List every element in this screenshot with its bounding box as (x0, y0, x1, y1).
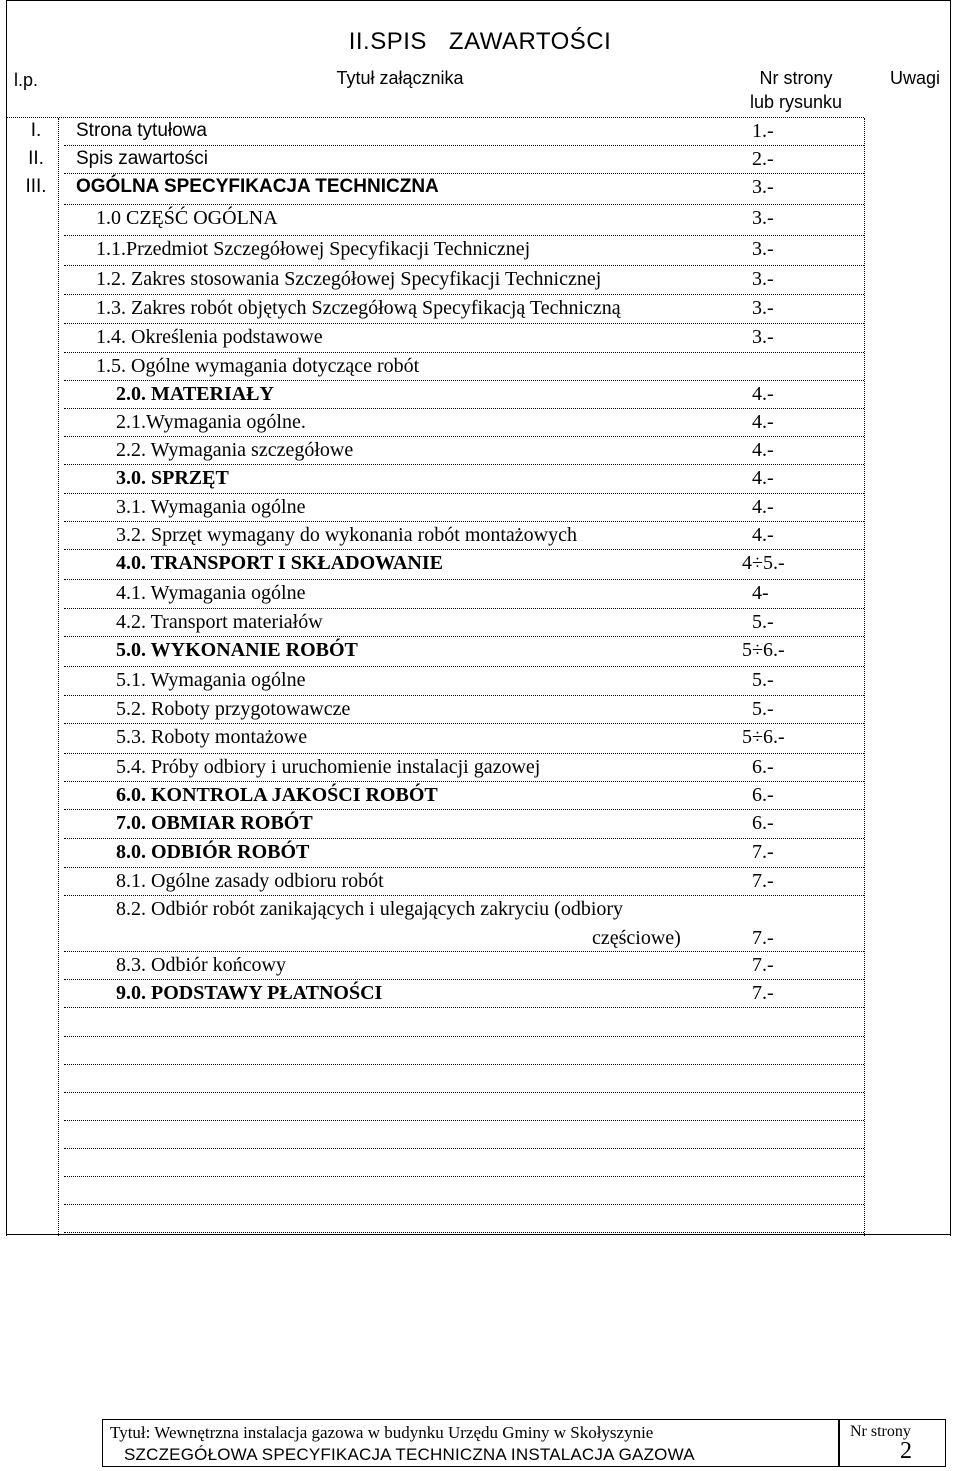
row-title: 9.0. PODSTAWY PŁATNOŚCI (116, 982, 383, 1004)
empty-row-separator (64, 1036, 864, 1037)
row-title: 2.1.Wymagania ogólne. (116, 411, 306, 433)
row-page: 5÷6.- (742, 726, 785, 748)
table-row (0, 754, 960, 782)
row-title: 5.1. Wymagania ogólne (116, 669, 306, 691)
table-row (0, 839, 960, 867)
table-row (0, 409, 960, 437)
row-page: 4.- (752, 524, 774, 546)
row-title: 4.2. Transport materiałów (116, 611, 323, 633)
row-title: 7.0. OBMIAR ROBÓT (116, 812, 313, 834)
row-page: 2.- (752, 148, 774, 170)
row-title: 8.0. ODBIÓR ROBÓT (116, 841, 310, 863)
row-title: 1.3. Zakres robót objętych Szczegółową Specyfikacją Techniczną (96, 297, 621, 319)
row-title: 4.0. TRANSPORT I SKŁADOWANIE (116, 552, 443, 574)
row-title: częściowe) (592, 927, 681, 949)
page-footer (102, 1419, 948, 1467)
table-row (0, 550, 960, 578)
header-notes: Uwagi (889, 68, 941, 88)
empty-row-separator (64, 1064, 864, 1065)
row-title: 5.2. Roboty przygotowawcze (116, 698, 351, 720)
row-title: 2.2. Wymagania szczegółowe (116, 439, 354, 461)
row-page: 5.- (752, 669, 774, 691)
row-page: 5.- (752, 698, 774, 720)
table-row (0, 810, 960, 838)
row-title: 1.2. Zakres stosowania Szczegółowej Specyfikacji Technicznej (96, 268, 602, 290)
table-row (0, 667, 960, 695)
title-main: ZAWARTOŚCI (448, 28, 612, 55)
row-page: 3.- (752, 326, 774, 348)
header-separator (6, 117, 864, 118)
row-page: 4÷5.- (742, 552, 785, 574)
row-lp: II. (28, 148, 44, 169)
row-title: 5.4. Próby odbiory i uruchomienie instalacji gazowej (116, 756, 541, 778)
empty-row-separator (64, 1120, 864, 1121)
row-title: 1.5. Ogólne wymagania dotyczące robót (96, 355, 420, 377)
row-title: OGÓLNA SPECYFIKACJA TECHNICZNA (76, 176, 439, 197)
empty-row-separator (64, 1176, 864, 1177)
row-title: 5.0. WYKONANIE ROBÓT (116, 639, 358, 661)
header-lp: l.p. (14, 70, 39, 90)
row-separator (64, 1007, 864, 1008)
row-page: 5÷6.- (742, 639, 785, 661)
table-row (0, 724, 960, 752)
table-row (0, 494, 960, 522)
row-title: 3.0. SPRZĘT (116, 467, 229, 489)
table-row (0, 146, 960, 174)
table-row (0, 522, 960, 550)
empty-row-separator (64, 1232, 864, 1233)
table-row (0, 868, 960, 896)
table-row (0, 696, 960, 724)
table-row (0, 925, 960, 953)
table-row (0, 205, 960, 233)
row-page: 3.- (752, 238, 774, 260)
footer-page-label: Nr strony (850, 1423, 911, 1440)
empty-row-separator (64, 1148, 864, 1149)
row-lp: III. (25, 176, 47, 197)
frame-bottom-border (6, 1234, 951, 1235)
row-page: 3.- (752, 207, 774, 229)
row-page: 6.- (752, 784, 774, 806)
row-title: Spis zawartości (76, 148, 208, 169)
row-page: 7.- (752, 841, 774, 863)
row-page: 7.- (752, 982, 774, 1004)
frame-top-border (6, 0, 951, 1)
row-page: 4- (752, 582, 769, 604)
footer-title-line1: Tytuł: Wewnętrzna instalacja gazowa w budynku Urzędu Gminy w Skołyszynie (110, 1423, 654, 1442)
table-row (0, 896, 960, 924)
row-title: 6.0. KONTROLA JAKOŚCI ROBÓT (116, 784, 438, 806)
row-lp: I. (30, 120, 42, 141)
table-row (0, 952, 960, 980)
table-row (0, 324, 960, 352)
row-title: 8.2. Odbiór robót zanikających i ulegających zakryciu (odbiory (116, 898, 624, 920)
footer-page-number: 2 (900, 1438, 912, 1464)
table-row (0, 437, 960, 465)
row-page: 7.- (752, 870, 774, 892)
row-page: 5.- (752, 611, 774, 633)
row-page: 4.- (752, 439, 774, 461)
header-page-line2: lub rysunku (749, 92, 843, 112)
header-title: Tytuł załącznika (336, 68, 464, 88)
row-page: 4.- (752, 411, 774, 433)
row-page: 3.- (752, 176, 774, 198)
table-row (0, 580, 960, 608)
table-row (0, 637, 960, 665)
empty-row-separator (64, 1204, 864, 1205)
row-title: 8.1. Ogólne zasady odbioru robót (116, 870, 384, 892)
row-page: 6.- (752, 756, 774, 778)
table-row (0, 118, 960, 146)
row-page: 4.- (752, 467, 774, 489)
row-title: 2.0. MATERIAŁY (116, 383, 274, 405)
row-title: 5.3. Roboty montażowe (116, 726, 308, 748)
title-prefix: II.SPIS (348, 28, 427, 55)
row-page: 7.- (752, 954, 774, 976)
table-row (0, 381, 960, 409)
page-title (0, 28, 960, 56)
row-title: 3.2. Sprzęt wymagany do wykonania robót montażowych (116, 524, 578, 546)
row-title: 8.3. Odbiór końcowy (116, 954, 286, 976)
table-row (0, 295, 960, 323)
table-row (0, 609, 960, 637)
row-title: Strona tytułowa (76, 120, 207, 141)
row-page: 4.- (752, 496, 774, 518)
row-title: 1.4. Określenia podstawowe (96, 326, 323, 348)
row-page: 4.- (752, 383, 774, 405)
row-title: 1.1.Przedmiot Szczegółowej Specyfikacji Technicznej (96, 238, 531, 260)
table-row (0, 782, 960, 810)
table-row (0, 465, 960, 493)
table-row (0, 980, 960, 1008)
row-page: 3.- (752, 268, 774, 290)
row-title: 4.1. Wymagania ogólne (116, 582, 306, 604)
row-page: 3.- (752, 297, 774, 319)
row-page: 6.- (752, 812, 774, 834)
row-title: 1.0 CZĘŚĆ OGÓLNA (96, 207, 278, 229)
row-page: 1.- (752, 120, 774, 142)
row-page: 7.- (752, 927, 774, 949)
table-row (0, 236, 960, 264)
header-page-line1: Nr strony (759, 68, 833, 88)
empty-row-separator (64, 1092, 864, 1093)
row-title: 3.1. Wymagania ogólne (116, 496, 306, 518)
footer-title-line2: SZCZEGÓŁOWA SPECYFIKACJA TECHNICZNA INSTALACJA GAZOWA (124, 1445, 695, 1464)
table-row (0, 266, 960, 294)
table-row (0, 174, 960, 202)
table-row (0, 353, 960, 381)
